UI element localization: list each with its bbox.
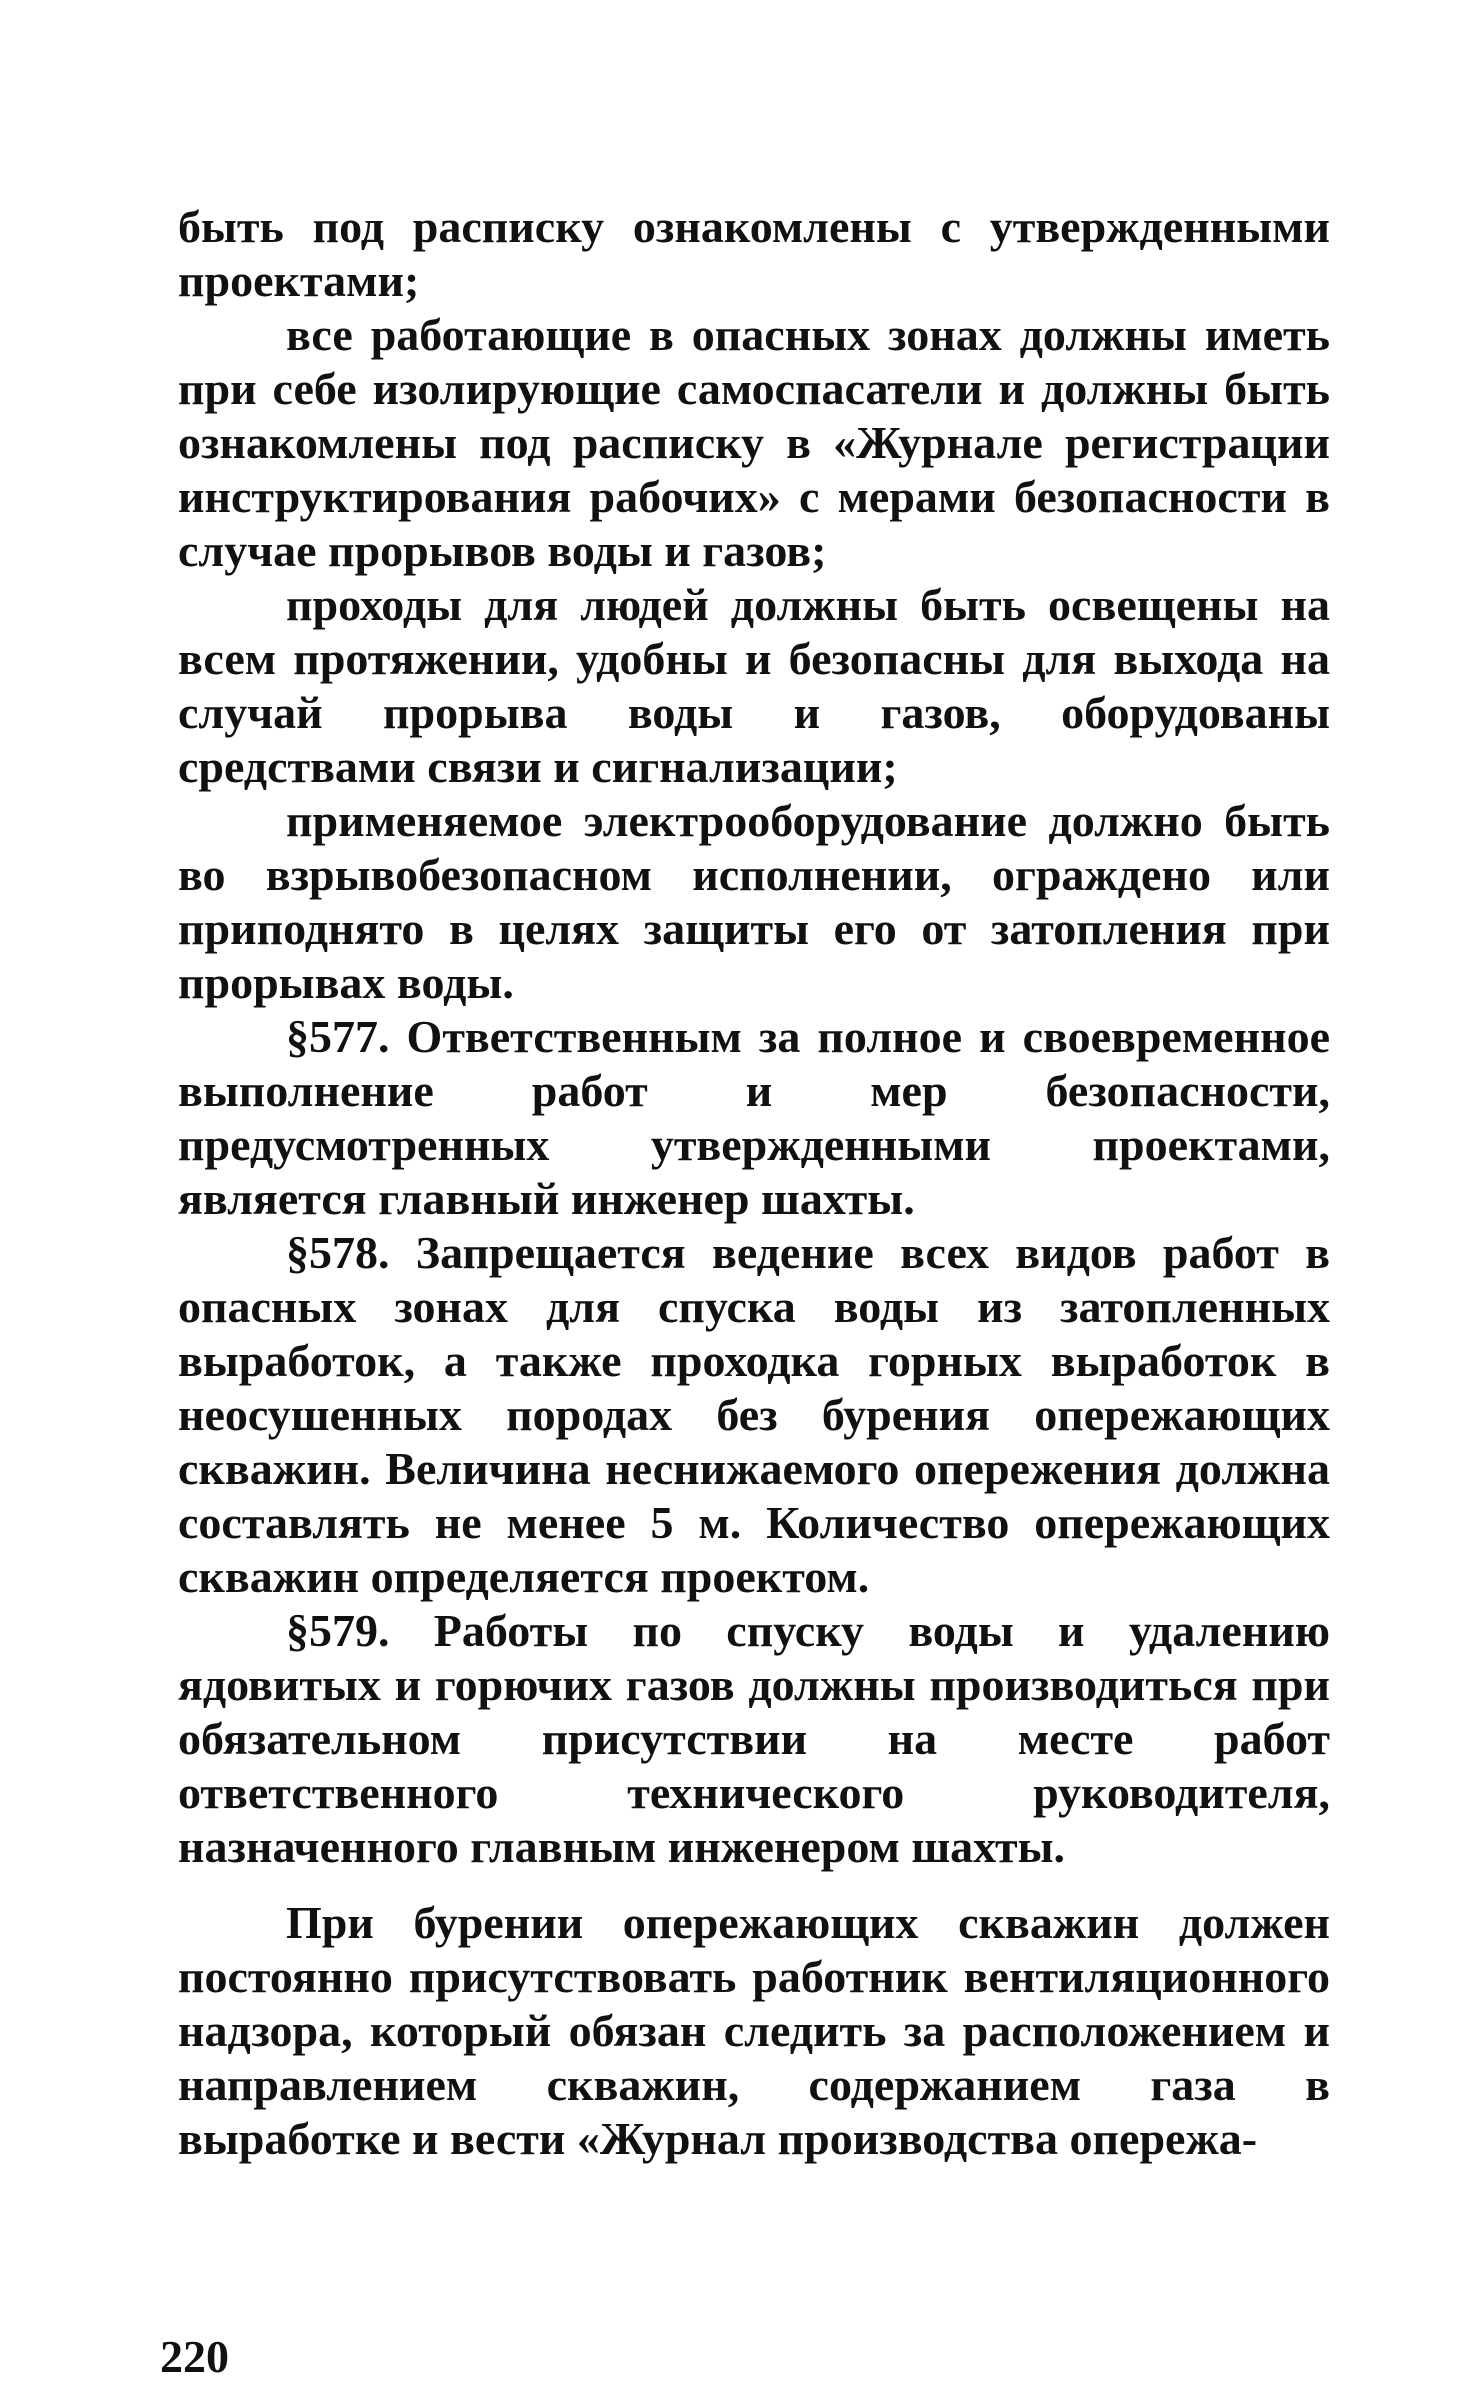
paragraph-2: все работающие в опасных зонах должны иметь при себе изолирующие самоспасатели и должны быть ознакомлены под расписку в «Журнале регистрации инструктирования рабочих» с мерами безопасности в случае прорывов воды и газов; [178, 309, 1330, 576]
document-page [178, 200, 1330, 2166]
paragraph-1: быть под расписку ознакомлены с утвержденными проектами; [178, 201, 1330, 306]
paragraph-3: проходы для людей должны быть освещены на всем протяжении, удобны и безопасны для выхода на случай прорыва воды и газов, оборудованы средствами связи и сигнализации; [178, 579, 1330, 792]
paragraph-drilling: При бурении опережающих скважин должен постоянно присутствовать работник вентиляционного надзора, который обязан следить за расположением и направлением скважин, содержанием газа в выработке и вести «Журнал производства опережа- [178, 1897, 1330, 2164]
paragraph-4: применяемое электрооборудование должно быть во взрывобезопасном исполнении, ограждено или приподнято в целях защиты его от затопления при прорывах воды. [178, 795, 1330, 1008]
page-number: 220 [160, 2331, 229, 2382]
paragraph-577: §577. Ответственным за полное и своевременное выполнение работ и мер безопасности, предусмотренных утвержденными проектами, является главный инженер шахты. [178, 1011, 1330, 1224]
paragraph-579: §579. Работы по спуску воды и удалению ядовитых и горючих газов должны производиться при обязательном присутствии на месте работ ответственного технического руководителя, назначенного главным инженером шахты. [178, 1605, 1330, 1872]
paragraph-578: §578. Запрещается ведение всех видов работ в опасных зонах для спуска воды из затопленных выработок, а также проходка горных выработок в неосушенных породах без бурения опережающих скважин. Величина неснижаемого опережения должна составлять не менее 5 м. Количество опережающих скважин определяется проектом. [178, 1227, 1330, 1602]
